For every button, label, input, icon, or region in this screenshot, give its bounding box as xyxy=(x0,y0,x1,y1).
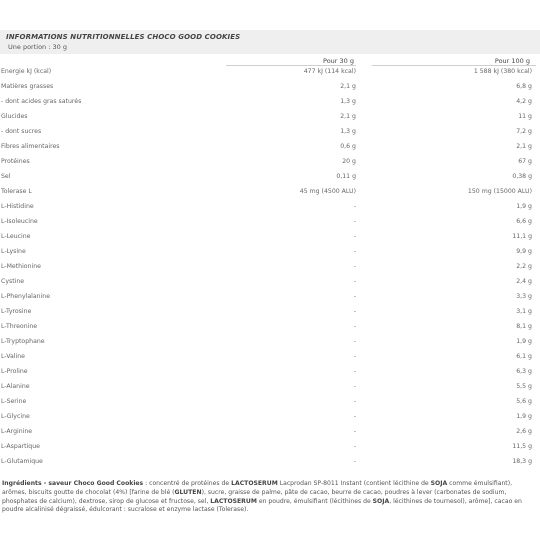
nutrient-name: - dont acides gras saturés xyxy=(1,98,82,105)
table-row xyxy=(0,304,540,319)
ingredients-label: Ingrédients - saveur Choco Good Cookies xyxy=(2,480,144,487)
nutrient-name: L-Leucine xyxy=(1,233,31,240)
value-per30: - xyxy=(353,458,356,465)
value-per30: 0,11 g xyxy=(336,173,356,180)
nutrient-name: L-Threonine xyxy=(1,323,38,330)
value-per100: 6,1 g xyxy=(516,353,532,360)
table-row xyxy=(0,379,540,394)
table-row xyxy=(0,394,540,409)
table-row xyxy=(0,64,540,79)
value-per30: 477 kJ (114 kcal) xyxy=(303,68,356,75)
value-per30: - xyxy=(353,308,356,315)
nutrient-name: L-Serine xyxy=(1,398,27,405)
table-row xyxy=(0,439,540,454)
nutrient-name: - dont sucres xyxy=(1,128,42,135)
ingredients-text: , lécithines de tournesol), arôme], cacao en poudre alcalinisé dégraissé, édulcorant : sucralose et enzyme lactase (Tolerase). xyxy=(2,497,522,514)
nutrient-name: L-Valine xyxy=(1,353,25,360)
nutrient-name: L-Proline xyxy=(1,368,28,375)
table-row xyxy=(0,184,540,199)
table-row xyxy=(0,259,540,274)
value-per30: 2,1 g xyxy=(340,113,356,120)
value-per30: - xyxy=(353,218,356,225)
allergen: GLUTEN xyxy=(174,488,202,496)
table-row xyxy=(0,349,540,364)
value-per100: 3,3 g xyxy=(516,293,532,300)
table-row xyxy=(0,169,540,184)
value-per30: 20 g xyxy=(342,158,356,165)
value-per100: 9,9 g xyxy=(516,248,532,255)
nutrient-name: L-Lysine xyxy=(1,248,26,255)
value-per100: 0,38 g xyxy=(512,173,532,180)
value-per100: 6,6 g xyxy=(516,218,532,225)
value-per30: - xyxy=(353,323,356,330)
value-per100: 150 mg (15000 ALU) xyxy=(467,188,532,195)
ingredients-text: en poudre, émulsifiant (lécithines de xyxy=(256,497,373,505)
value-per100: 8,1 g xyxy=(516,323,532,330)
allergen: SOJA xyxy=(430,480,448,487)
nutrient-name: L-Glycine xyxy=(1,413,30,420)
value-per100: 6,3 g xyxy=(516,368,532,375)
value-per30: - xyxy=(353,413,356,420)
value-per100: 1,9 g xyxy=(516,338,532,345)
value-per100: 4,2 g xyxy=(516,98,532,105)
value-per100: 5,5 g xyxy=(516,383,532,390)
nutrient-name: Fibres alimentaires xyxy=(1,143,60,150)
value-per30: - xyxy=(353,368,356,375)
table-row xyxy=(0,199,540,214)
allergen: LACTOSERUM xyxy=(210,497,257,505)
table-row xyxy=(0,79,540,94)
value-per100: 5,6 g xyxy=(516,398,532,405)
value-per30: 0,6 g xyxy=(340,143,356,150)
table-row xyxy=(0,244,540,259)
value-per30: - xyxy=(353,293,356,300)
nutrient-name: L-Phenylalanine xyxy=(1,293,51,300)
value-per30: - xyxy=(353,263,356,270)
table-row xyxy=(0,94,540,109)
value-per100: 1,9 g xyxy=(516,203,532,210)
ingredients-paragraph xyxy=(2,480,536,515)
nutrient-name: L-Tyrosine xyxy=(1,308,32,315)
ingredients-text: ), sucre, graisse de palme, pâte de cacao, beurre de cacao, poudres à lever (carbonates de sodium, phosphates de calcium), dextrose, sirop de glucose et fructose, sel, xyxy=(2,488,507,505)
nutrient-name: L-Methionine xyxy=(1,263,41,270)
value-per100: 11 g xyxy=(518,113,532,120)
nutrient-name: Tolerase L xyxy=(1,188,32,195)
value-per30: - xyxy=(353,338,356,345)
table-row xyxy=(0,289,540,304)
table-row xyxy=(0,154,540,169)
value-per100: 6,8 g xyxy=(516,83,532,90)
value-per100: 11,5 g xyxy=(512,443,532,450)
value-per30: - xyxy=(353,203,356,210)
value-per30: 1,3 g xyxy=(340,128,356,135)
table-row xyxy=(0,124,540,139)
value-per30: - xyxy=(353,383,356,390)
value-per100: 2,6 g xyxy=(516,428,532,435)
nutrient-name: Glucides xyxy=(1,113,28,120)
nutrient-name: L-Glutamique xyxy=(1,458,43,465)
nutrient-name: L-Arginine xyxy=(1,428,33,435)
table-row xyxy=(0,364,540,379)
nutrient-name: L-Isoleucine xyxy=(1,218,38,225)
value-per30: - xyxy=(353,353,356,360)
value-per30: 1,3 g xyxy=(340,98,356,105)
ingredients-text: comme émulsifiant), arômes, biscuits goutte de chocolat (4%) [farine de blé ( xyxy=(2,480,513,496)
table-row xyxy=(0,229,540,244)
value-per100: 11,1 g xyxy=(512,233,532,240)
table-row xyxy=(0,319,540,334)
value-per100: 67 g xyxy=(518,158,532,165)
nutrient-name: Cystine xyxy=(1,278,25,285)
value-per100: 7,2 g xyxy=(516,128,532,135)
nutrient-name: L-Tryptophane xyxy=(1,338,45,345)
table-row xyxy=(0,139,540,154)
nutrient-name: Protéines xyxy=(1,158,30,165)
nutrient-name: Energie kJ (kcal) xyxy=(1,68,52,75)
nutrient-name: L-Aspartique xyxy=(1,443,40,450)
value-per100: 1 588 kJ (380 kcal) xyxy=(473,68,532,75)
nutrition-table xyxy=(0,64,540,469)
value-per30: - xyxy=(353,233,356,240)
nutrient-name: L-Alanine xyxy=(1,383,30,390)
value-per30: - xyxy=(353,443,356,450)
value-per100: 18,3 g xyxy=(512,458,532,465)
nutrient-name: Matières grasses xyxy=(1,83,54,90)
table-row xyxy=(0,214,540,229)
value-per100: 2,1 g xyxy=(516,143,532,150)
portion-size: Une portion : 30 g xyxy=(8,43,67,51)
table-row xyxy=(0,274,540,289)
table-row xyxy=(0,409,540,424)
page-title: INFORMATIONS NUTRITIONNELLES CHOCO GOOD COOKIES xyxy=(6,33,241,41)
nutrient-name: Sel xyxy=(1,173,11,180)
allergen: LACTOSERUM xyxy=(231,480,278,487)
allergen: SOJA xyxy=(372,497,390,505)
table-row xyxy=(0,334,540,349)
value-per100: 3,1 g xyxy=(516,308,532,315)
nutrient-name: L-Histidine xyxy=(1,203,34,210)
table-row xyxy=(0,109,540,124)
table-row xyxy=(0,454,540,469)
value-per30: 2,1 g xyxy=(340,83,356,90)
ingredients-text: : concentré de protéines de xyxy=(143,480,232,487)
column-header-per30: Pour 30 g xyxy=(323,57,354,65)
value-per100: 1,9 g xyxy=(516,413,532,420)
value-per100: 2,2 g xyxy=(516,263,532,270)
table-row xyxy=(0,424,540,439)
value-per30: - xyxy=(353,428,356,435)
value-per30: - xyxy=(353,248,356,255)
value-per30: 45 mg (4500 ALU) xyxy=(299,188,356,195)
value-per30: - xyxy=(353,278,356,285)
ingredients-text: Lacprodan SP-8011 Instant (contient lécithine de xyxy=(277,480,431,487)
value-per100: 2,4 g xyxy=(516,278,532,285)
value-per30: - xyxy=(353,398,356,405)
column-header-per100: Pour 100 g xyxy=(494,57,530,65)
